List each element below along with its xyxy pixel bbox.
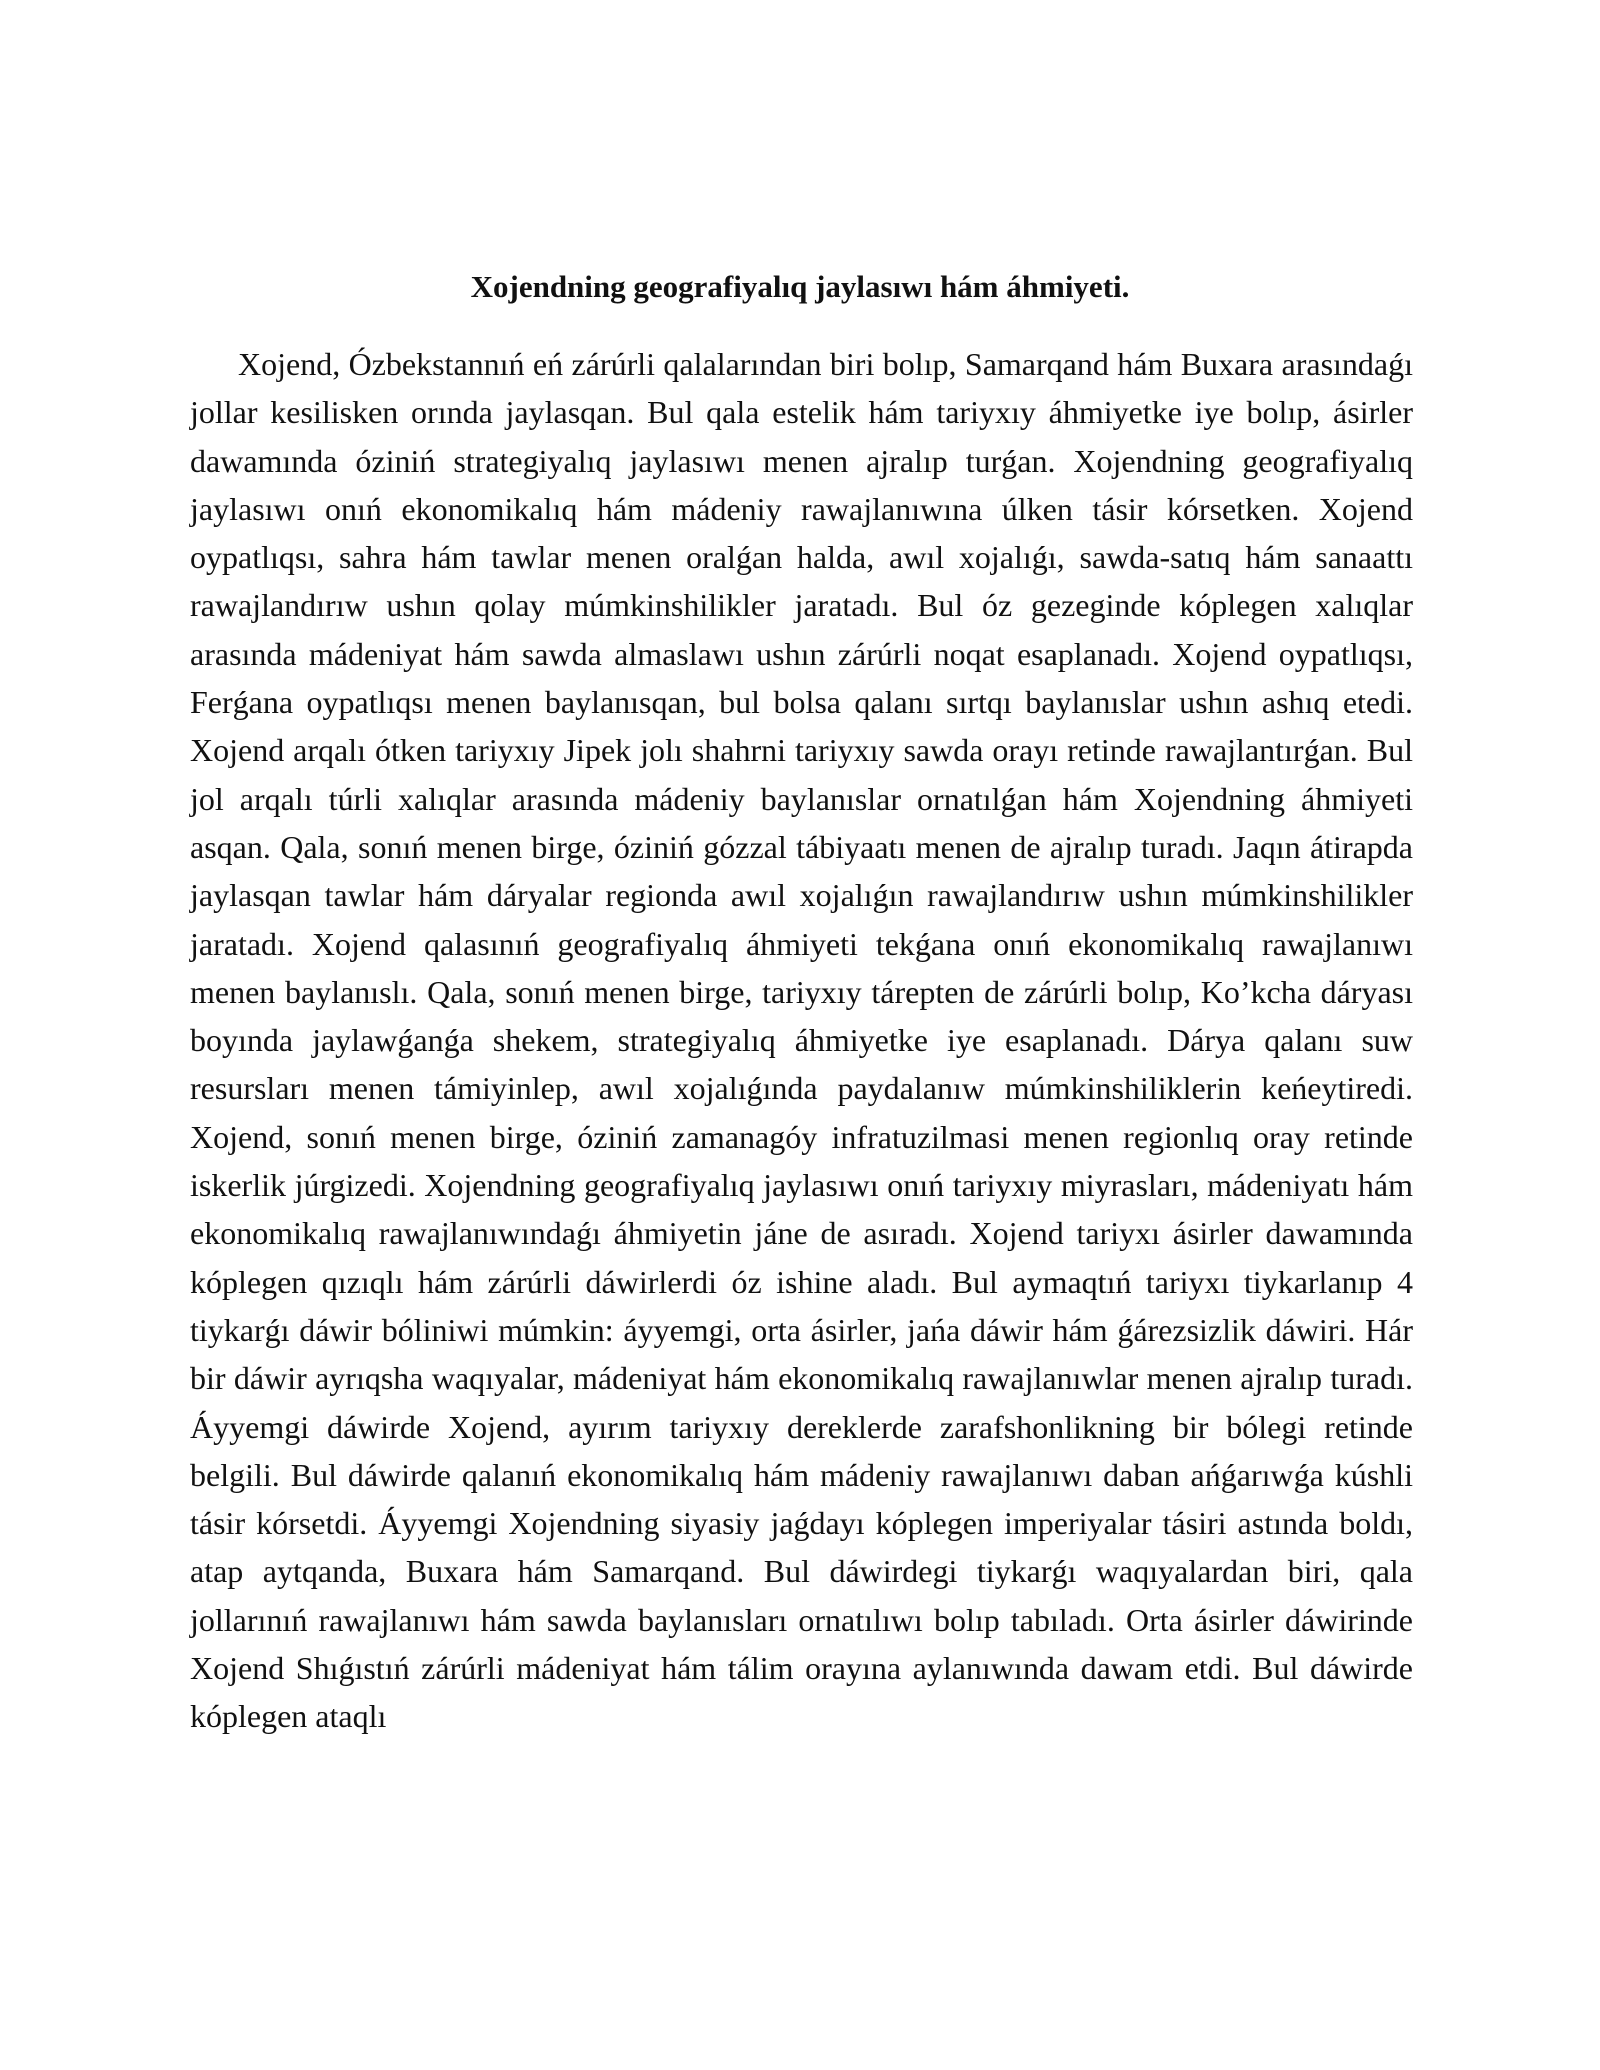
- document-title: Xojendning geografiyalıq jaylasıwı hám áhmiyeti.: [470, 269, 1130, 304]
- body-paragraph: Xojend, Ózbekstannıń eń zárúrli qalalarından biri bolıp, Samarqand hám Buxara arasındaǵı jollar kesilisken orında jaylasqan. Bul qala estelik hám tariyxıy áhmiyetke iye bolıp, ásirler dawamında óziniń strategiyalıq jaylasıwı menen ajralıp turǵan. Xojendning geografiyalıq jaylasıwı onıń ekonomikalıq hám mádeniy rawajlanıwına úlken tásir kórsetken. Xojend oypatlıqsı, sahra hám tawlar menen oralǵan halda, awıl xojalıǵı, sawda-satıq hám sanaattı rawajlandırıw ushın qolay múmkinshilikler jaratadı. Bul óz gezeginde kóplegen xalıqlar arasında mádeniyat hám sawda almaslawı ushın zárúrli noqat esaplanadı. Xojend oypatlıqsı, Ferǵana oypatlıqsı menen baylanısqan, bul bolsa qalanı sırtqı baylanıslar ushın ashıq etedi. Xojend arqalı ótken tariyxıy Jipek jolı shahrni tariyxıy sawda orayı retinde rawajlantırǵan. Bul jol arqalı túrli xalıqlar arasında mádeniy baylanıslar ornatılǵan hám Xojendning áhmiyeti asqan. Qala, sonıń menen birge, óziniń gózzal tábiyaatı menen de ajralıp turadı. Jaqın átirapda jaylasqan tawlar hám dáryalar regionda awıl xojalıǵın rawajlandırıw ushın múmkinshilikler jaratadı. Xojend qalasınıń geografiyalıq áhmiyeti tekǵana onıń ekonomikalıq rawajlanıwı menen baylanıslı. Qala, sonıń menen birge, tariyxıy tárepten de zárúrli bolıp, Ko’kcha dáryası boyında jaylawǵanǵa shekem, strategiyalıq áhmiyetke iye esaplanadı. Dárya qalanı suw resursları menen támiyinlep, awıl xojalıǵında paydalanıw múmkinshiliklerin keńeytiredi. Xojend, sonıń menen birge, óziniń zamanagóy infratuzilmasi menen regionlıq oray retinde iskerlik júrgizedi. Xojendning geografiyalıq jaylasıwı onıń tariyxıy miyrasları, mádeniyatı hám ekonomikalıq rawajlanıwındaǵı áhmiyetin jáne de asıradı. Xojend tariyxı ásirler dawamında kóplegen qızıqlı hám zárúrli dáwirlerdi óz ishine aladı. Bul aymaqtıń tariyxı tiykarlanıp 4 tiykarǵı dáwir bóliniwi múmkin: áyyemgi, orta ásirler, jańa dáwir hám ǵárezsizlik dáwiri. Hár bir dáwir ayrıqsha waqıyalar, mádeniyat hám ekonomikalıq rawajlanıwlar menen ajralıp turadı. Áyyemgi dáwirde Xojend, ayırım tariyxıy dereklerde zarafshonlikning bir bólegi retinde belgili. Bul dáwirde qalanıń ekonomikalıq hám mádeniy rawajlanıwı daban ańǵarıwǵa kúshli tásir kórsetdi. Áyyemgi Xojendning siyasiy jaǵdayı kóplegen imperiyalar tásiri astında boldı, atap aytqanda, Buxara hám Samarqand. Bul dáwirdegi tiykarǵı waqıyalardan biri, qala jollarınıń rawajlanıwı hám sawda baylanısları ornatılıwı bolıp tabıladı. Orta ásirler dáwirinde Xojend Shıǵıstıń zárúrli mádeniyat hám tálim orayına aylanıwında dawam etdi. Bul dáwirde kóplegen ataqlı: [190, 346, 1413, 1735]
